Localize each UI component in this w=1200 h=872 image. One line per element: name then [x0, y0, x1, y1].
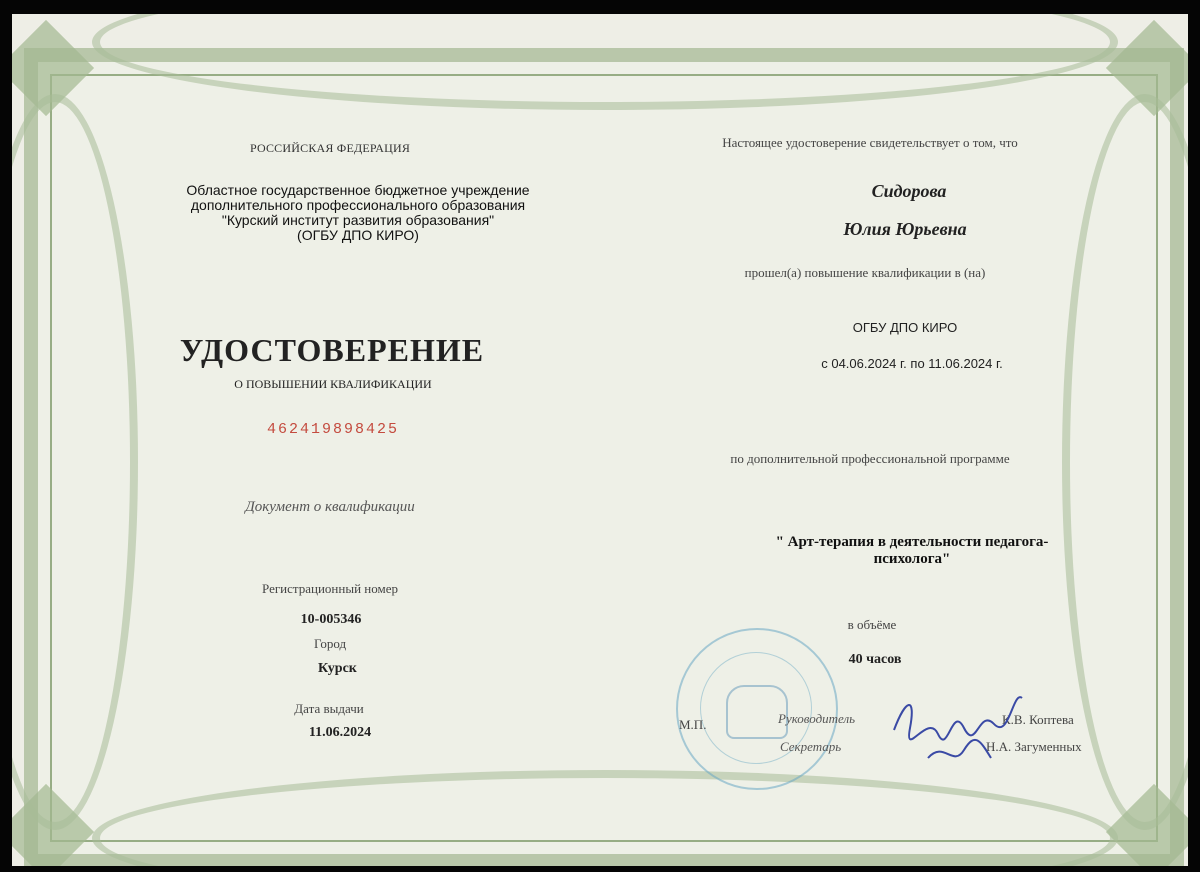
seal-label: М.П. [679, 717, 707, 732]
certification-intro: Настоящее удостоверение свидетельствует о том, что [722, 135, 1018, 150]
organization-block [148, 183, 568, 243]
official-seal [676, 628, 838, 790]
issue-date: 11.06.2024 [308, 725, 372, 740]
program-label: по дополнительной профессиональной программе [730, 451, 1010, 466]
issue-date-label: Дата выдачи [294, 701, 364, 716]
recipient-surname: Сидорова [871, 181, 947, 201]
document-title: УДОСТОВЕРЕНИЕ [179, 332, 485, 368]
training-period: с 04.06.2024 г. по 11.06.2024 г. [821, 356, 1003, 371]
training-organization: ОГБУ ДПО КИРО [852, 320, 958, 335]
organization-line: Областное государственное бюджетное учреждение [186, 182, 530, 198]
secretary-label: Секретарь [780, 739, 842, 754]
organization-line: дополнительного профессионального образования [190, 197, 526, 213]
signature-image [886, 678, 1036, 778]
secretary-name: Н.А. Загуменных [986, 739, 1082, 754]
document-type: Документ о квалификации [245, 499, 415, 515]
country-label: РОССИЙСКАЯ ФЕДЕРАЦИЯ [249, 141, 411, 155]
organization-line: (ОГБУ ДПО КИРО) [297, 227, 419, 243]
serial-number: 462419898425 [266, 421, 400, 438]
document-subtitle: О ПОВЫШЕНИИ КВАЛИФИКАЦИИ [234, 377, 432, 391]
organization-line: "Курский институт развития образования" [221, 212, 495, 228]
recipient-given-names: Юлия Юрьевна [843, 219, 967, 239]
registration-label: Регистрационный номер [262, 581, 398, 596]
city-value: Курск [318, 661, 357, 676]
training-text: прошел(а) повышение квалификации в (на) [744, 265, 986, 280]
volume-label: в объёме [847, 617, 897, 632]
registration-number: 10-005346 [300, 612, 362, 627]
certificate-sheet [12, 14, 1188, 866]
city-label: Город [314, 636, 347, 651]
head-label: Руководитель [778, 711, 856, 726]
hours-value: 40 часов [848, 652, 902, 667]
head-name: К.В. Коптева [1002, 712, 1074, 727]
program-name: " Арт-терапия в деятельности педагога-психолога" [775, 534, 1049, 567]
